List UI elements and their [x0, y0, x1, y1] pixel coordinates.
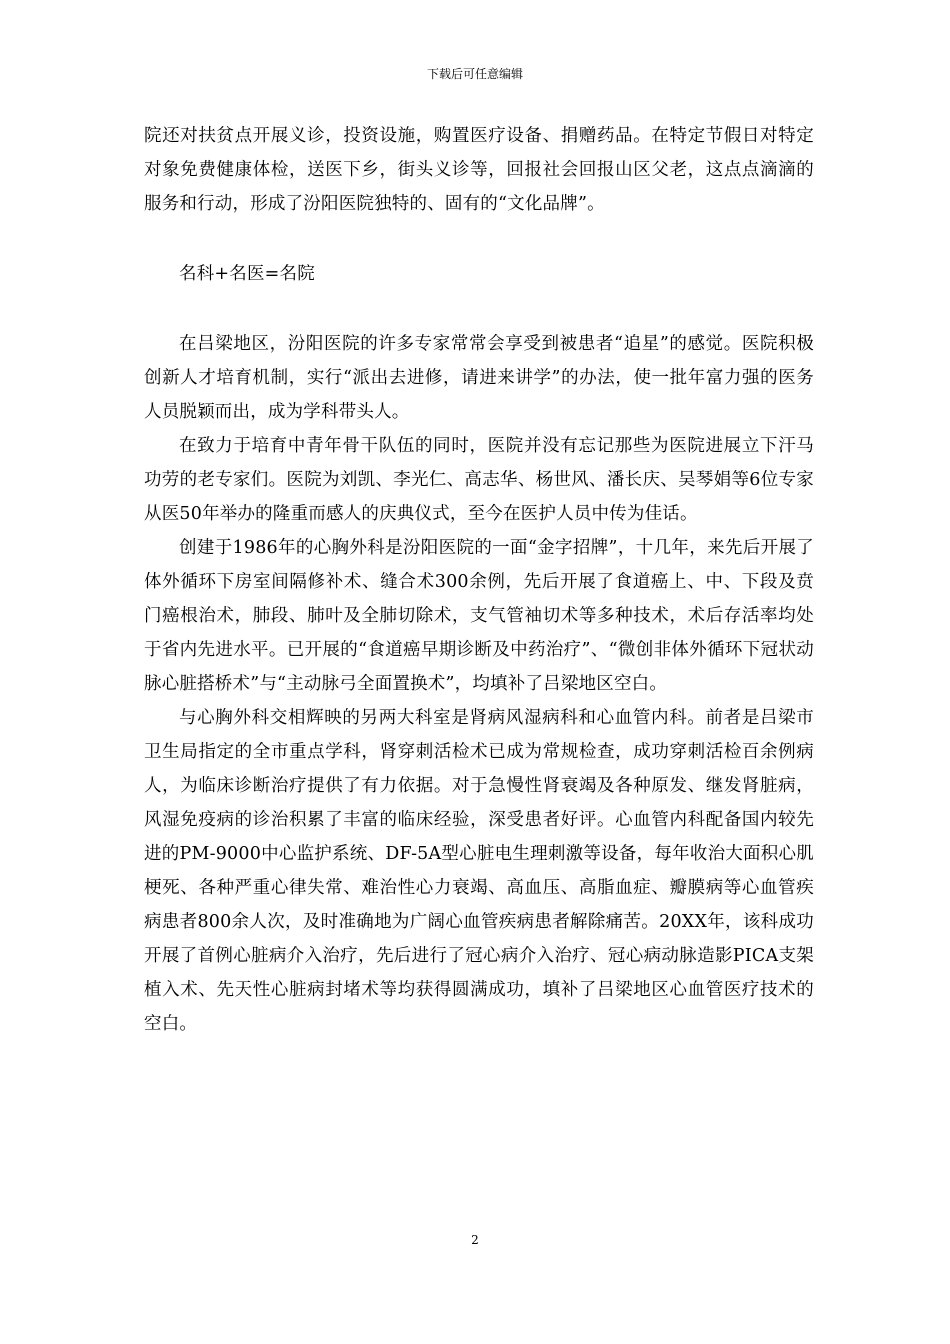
paragraph: 在致力于培育中青年骨干队伍的同时，医院并没有忘记那些为医院进展立下汗马功劳的老专家们。医院为刘凯、李光仁、高志华、杨世风、潘长庆、吴琴娟等6位专家从医50年举办的隆重而感人的庆典仪式，至今在医护人员中传为佳话。	[144, 436, 814, 524]
page-number: 2	[471, 1233, 479, 1247]
section-heading: 名科+名医=名院	[179, 264, 315, 284]
paragraph-continuation: 院还对扶贫点开展义诊，投资设施，购置医疗设备、捐赠药品。在特定节假日对特定对象免费健康体检，送医下乡，街头义诊等，回报社会回报山区父老，这点点滴滴的服务和行动，形成了汾阳医院独特的、固有的“文化品牌”。	[144, 126, 814, 214]
page-header: 下载后可任意编辑	[426, 67, 523, 81]
document-body	[144, 119, 814, 1041]
paragraph: 创建于1986年的心胸外科是汾阳医院的一面“金字招牌”，十几年，来先后开展了体外循环下房室间隔修补术、缝合术300余例，先后开展了食道癌上、中、下段及贲门癌根治术，肺段、肺叶及全肺切除术，支气管袖切术等多种技术，术后存活率均处于省内先进水平。已开展的“食道癌早期诊断及中药治疗”、“微创非体外循环下冠状动脉心脏搭桥术”与“主动脉弓全面置换术”，均填补了吕梁地区空白。	[144, 538, 814, 694]
paragraph: 在吕梁地区，汾阳医院的许多专家常常会享受到被患者“追星”的感觉。医院积极创新人才培育机制，实行“派出去进修，请进来讲学”的办法，使一批年富力强的医务人员脱颖而出，成为学科带头人。	[144, 334, 814, 422]
paragraph: 与心胸外科交相辉映的另两大科室是肾病风湿病科和心血管内科。前者是吕梁市卫生局指定的全市重点学科，肾穿刺活检术已成为常规检查，成功穿刺活检百余例病人，为临床诊断治疗提供了有力依据。对于急慢性肾衰竭及各种原发、继发肾脏病，风湿免疫病的诊治积累了丰富的临床经验，深受患者好评。心血管内科配备国内较先进的PM-9000中心监护系统、DF-5A型心脏电生理刺激等设备，每年收治大面积心肌梗死、各种严重心律失常、难治性心力衰竭、高血压、高脂血症、瓣膜病等心血管疾病患者800余人次，及时准确地为广阔心血管疾病患者解除痛苦。20XX年，该科成功开展了首例心脏病介入治疗，先后进行了冠心病介入治疗、冠心病动脉造影PICA支架植入术、先天性心脏病封堵术等均获得圆满成功，填补了吕梁地区心血管医疗技术的空白。	[144, 708, 814, 1034]
